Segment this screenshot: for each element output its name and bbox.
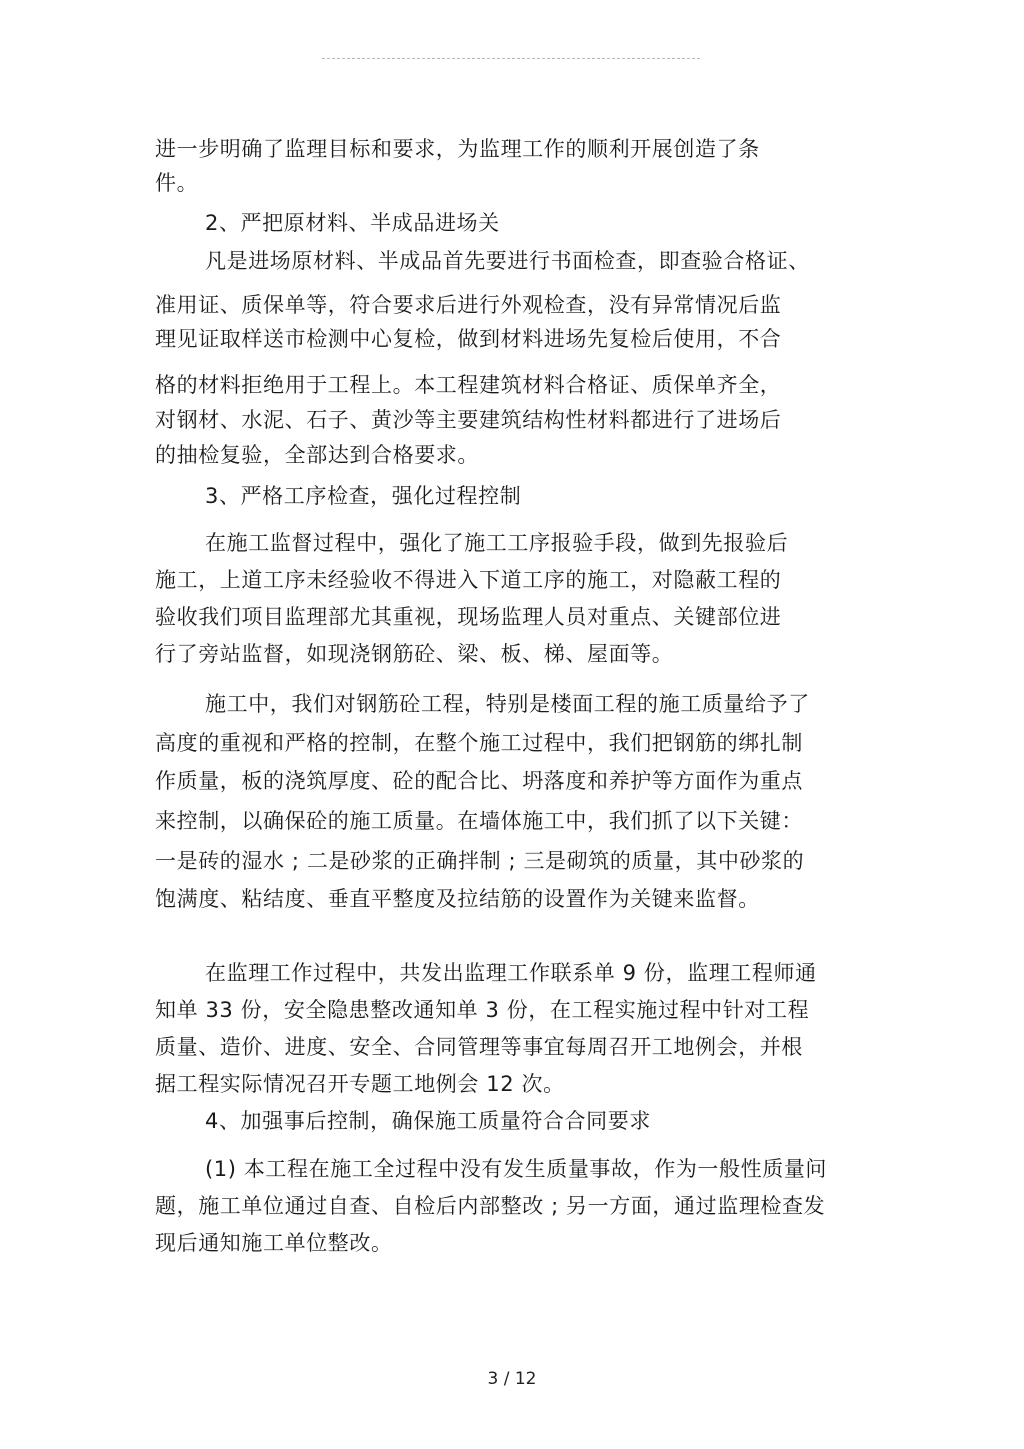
text-line: 施工，上道工序未经验收不得进入下道工序的施工，对隐蔽工程的 bbox=[155, 568, 782, 592]
text-line: 质量、造价、进度、安全、合同管理等事宜每周召开工地例会，并根 bbox=[155, 1035, 803, 1059]
text-line: 对钢材、水泥、石子、黄沙等主要建筑结构性材料都进行了进场后 bbox=[155, 408, 782, 432]
text-line: 知单 33 份，安全隐患整改通知单 3 份，在工程实施过程中针对工程 bbox=[155, 998, 810, 1022]
text-line: 一是砖的湿水 ; 二是砂浆的正确拌制 ; 三是砌筑的质量，其中砂浆的 bbox=[155, 849, 805, 873]
text-line: 在监理工作过程中，共发出监理工作联系单 9 份，监理工程师通 bbox=[205, 961, 817, 985]
text-line: 理见证取样送市检测中心复检，做到材料进场先复检后使用，不合 bbox=[155, 327, 782, 351]
text-line: 来控制，以确保砼的施工质量。在墙体施工中，我们抓了以下关键： bbox=[155, 809, 803, 833]
text-line: 现后通知施工单位整改。 bbox=[155, 1231, 393, 1255]
text-line: (1) 本工程在施工全过程中没有发生质量事故，作为一般性质量问 bbox=[205, 1157, 828, 1181]
page-number: 3 / 12 bbox=[487, 1369, 537, 1389]
text-line: 行了旁站监督，如现浇钢筋砼、梁、板、梯、屋面等。 bbox=[155, 642, 674, 666]
text-line: 进一步明确了监理目标和要求，为监理工作的顺利开展创造了条 bbox=[155, 137, 760, 161]
text-line: 准用证、质保单等，符合要求后进行外观检查，没有异常情况后监 bbox=[155, 293, 782, 317]
text-line: 在施工监督过程中，强化了施工工序报验手段，做到先报验后 bbox=[205, 531, 789, 555]
text-line: 高度的重视和严格的控制，在整个施工过程中，我们把钢筋的绑扎制 bbox=[155, 731, 803, 755]
text-line: 题，施工单位通过自查、自检后内部整改 ; 另一方面，通过监理检查发 bbox=[155, 1194, 826, 1218]
text-line: 验收我们项目监理部尤其重视，现场监理人员对重点、关键部位进 bbox=[155, 605, 782, 629]
text-line: 饱满度、粘结度、垂直平整度及拉结筋的设置作为关键来监督。 bbox=[155, 887, 760, 911]
text-line: 格的材料拒绝用于工程上。本工程建筑材料合格证、质保单齐全， bbox=[155, 373, 782, 397]
text-line: 的抽检复验，全部达到合格要求。 bbox=[155, 443, 479, 467]
text-line: 件。 bbox=[155, 171, 199, 195]
section-heading: 4、加强事后控制，确保施工质量符合合同要求 bbox=[205, 1109, 651, 1133]
text-line: 施工中，我们对钢筋砼工程，特别是楼面工程的施工质量给予了 bbox=[205, 692, 810, 716]
text-line: 作质量，板的浇筑厚度、砼的配合比、坍落度和养护等方面作为重点 bbox=[155, 769, 803, 793]
text-line: 凡是进场原材料、半成品首先要进行书面检查，即查验合格证、 bbox=[205, 249, 810, 273]
text-line: 据工程实际情况召开专题工地例会 12 次。 bbox=[155, 1072, 565, 1096]
section-heading: 2、严把原材料、半成品进场关 bbox=[205, 211, 500, 235]
section-heading: 3、严格工序检查，强化过程控制 bbox=[205, 484, 522, 508]
